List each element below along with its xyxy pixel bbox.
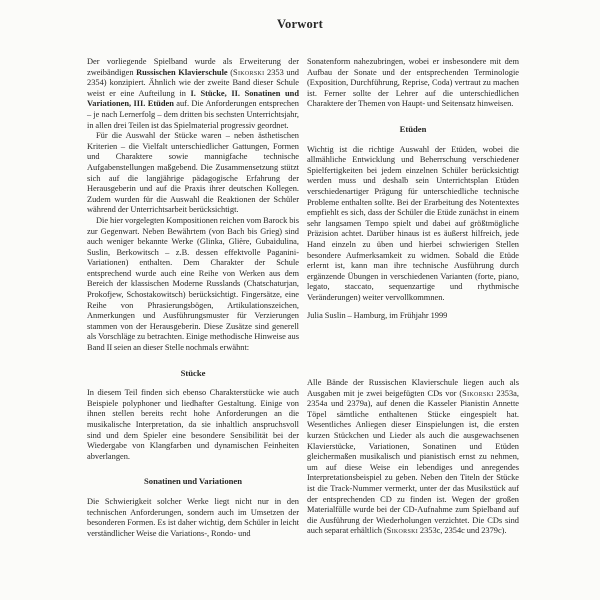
text-segment: 2353 und 2354) konzipiert. Ähnlich wie der zweite Band dieser Schule weist er eine Aufteilung in (87, 67, 299, 98)
smallcaps-sikorski: Sikorski (233, 67, 265, 77)
paragraph-sonatenform: Sonatenform nahezubringen, wobei er insbesondere mit dem Aufbau der Sonate und der entsprechenden Terminologie (Exposition, Durchführung, Reprise, Coda) vertraut zu machen ist. Ferner sollte der Lehrer auf die unterschiedlichen Charaktere der Themen von Haupt- und Seitensatz hinweisen. (307, 57, 519, 109)
left-column (87, 57, 299, 539)
paragraph-sonatinen: Die Schwierigkeit solcher Werke liegt nicht nur in den technischen Anforderungen, sondern auch im Umsetzen der besonderen Formen. Es ist daher wichtig, dem Schüler in leicht verständlicher Weise die Variations-, Rondo- und (87, 496, 299, 538)
paragraph-auswahl: Für die Auswahl der Stücke waren – neben ästhetischen Kriterien – die Vielfalt unterschiedlicher Gattungen, Formen und Charaktere sowie mannigfache technische Aufgabenstellungen maßgebend. Die Zusammensetzung stützt sich auf die langjährige pädagogische Erfahrung der Herausgeberin und auf die Praxis ihrer deutschen Kollegen. Zudem wurden für die Auswahl die Reaktionen der Schüler während der Unterrichtsarbeit berücksichtigt. (87, 131, 299, 215)
smallcaps-sikorski: Sikorski (386, 526, 419, 536)
heading-etueden: Etüden (399, 123, 427, 134)
paragraph-etueden: Wichtig ist die richtige Auswahl der Etüden, wobei die allmähliche Entwicklung und Beherrschung verschiedener Spielfertigkeiten bei jedem einzelnen Schüler berücksichtigt werden muss und deshalb sein Unterrichtsplan Etüden verschiedenartiger Prägung für unterschiedliche technische Probleme enthalten sollte. Bei der Erarbeitung des Notentextes empfiehlt es sich, dass der Schüler die Etüde zunächst in einem sehr langsamen Tempo spielt und dabei auf größtmögliche Präzision achtet. Darüber hinaus ist es äußerst hilfreich, jede Hand einzeln zu üben und hierbei schwierigen Stellen besondere Aufmerksamkeit zu widmen. Sobald die Etüde erlernt ist, kann man ihre technische Ausführung durch ergänzende Übungen in verschiedenen Varianten (forte, piano, legato, staccato, sequenzartige und rhythmische Veränderungen) weiter vervollkommnen. (307, 144, 519, 302)
text-segment: 2353a, 2354a und 2379a), auf denen die Kasseler Pianistin Annette Töpel sämtliche enthaltenen Stücke eingespielt hat. Wesentliches Anliegen dieser Einspielungen ist, die ersten kurzen Stückchen und Lieder als auch die ausgewachsenen Klavierstücke, Variationen, Sonatinen und Etüden gleichermaßen musikalisch und pianistisch ernst zu nehmen, um auf diese Weise ein lebendiges und anregendes Interpretationsbeispiel zu geben. Neben den Titeln der Stücke ist die Track-Nummer vermerkt, unter der das Musikstück auf der entsprechenden CD zu finden ist. Wegen der großen Materialfülle wurde bei der CD-Aufnahme zum Spielband auf die Ausführung der Wiederholungen verzichtet. Die CDs sind auch separat erhältlich ( (307, 388, 519, 536)
text-segment: ( (227, 67, 234, 77)
heading-stuecke: Stücke (180, 367, 206, 378)
paragraph-cd-ausgaben (307, 378, 519, 537)
paragraph-intro (87, 57, 299, 131)
bold-run-parts: I. Stücke, II. Sonatinen und Variationen, III. Etüden (87, 88, 299, 109)
text-segment: Alle Bände der Russischen Klavierschule liegen auch als Ausgaben mit je zwei beigefügten CDs vor ( (307, 378, 519, 398)
text-segment: Der vorliegende Spielband wurde als Erweiterung der zweibändigen (87, 57, 299, 77)
text-segment: auf. Die Anforderungen entsprechen – je nach Lernerfolg – dem dritten bis sechsten Unterrichtsjahr, in allen drei Teilen ist das Spielmaterial progressiv geordnet. (87, 99, 299, 130)
text-segment: 2353c, 2354c und 2379c). (418, 526, 507, 536)
smallcaps-sikorski: Sikorski (462, 388, 494, 398)
heading-sonatinen-variationen: Sonatinen und Variationen (144, 476, 242, 487)
two-column-layout (0, 57, 600, 539)
page-title: Vorwort (276, 17, 324, 31)
paragraph-stuecke: In diesem Teil finden sich ebenso Charakterstücke wie auch Beispiele polyphoner und liedhafter Gestaltung. Einige von ihnen stellen bereits recht hohe Anforderungen an die musikalische Interpretation, da sie inhaltlich anspruchsvoll sind und dem Spieler eine besondere Sensibilität bei der Wiedergabe von Klangfarben und dynamischen Feinheiten abverlangen. (87, 388, 299, 461)
author-signature: Julia Suslin – Hamburg, im Frühjahr 1999 (307, 311, 448, 321)
bold-run-klavierschule: Russischen Klavierschule (136, 67, 228, 77)
right-column (307, 57, 519, 539)
paragraph-kompositionen: Die hier vorgelegten Kompositionen reichen vom Barock bis zur Gegenwart. Neben Bewährtem (von Bach bis Grieg) sind auch weniger bekannte Werke (Glinka, Glière, Gubaidulina, Suslin, Berkowitsch – z.B. dessen effektvolle Paganini-Variationen) enthalten. Dem Charakter der Schule entsprechend wurde auch eine Reihe von Werken aus dem Bereich der klassischen Moderne Russlands (Chatschaturjan, Prokofjew, Schostakowitsch) berücksichtigt. Fingersätze, eine Reihe von Phrasierungsbögen, Artikulationszeichen, Anmerkungen und Ausführungsmuster für Verzierungen stammen von der Herausgeberin. Diese Zusätze sind generell als Vorschläge zu betrachten. Einige methodische Hinweise aus Band II seien an dieser Stelle nochmals erwähnt: (87, 215, 299, 353)
